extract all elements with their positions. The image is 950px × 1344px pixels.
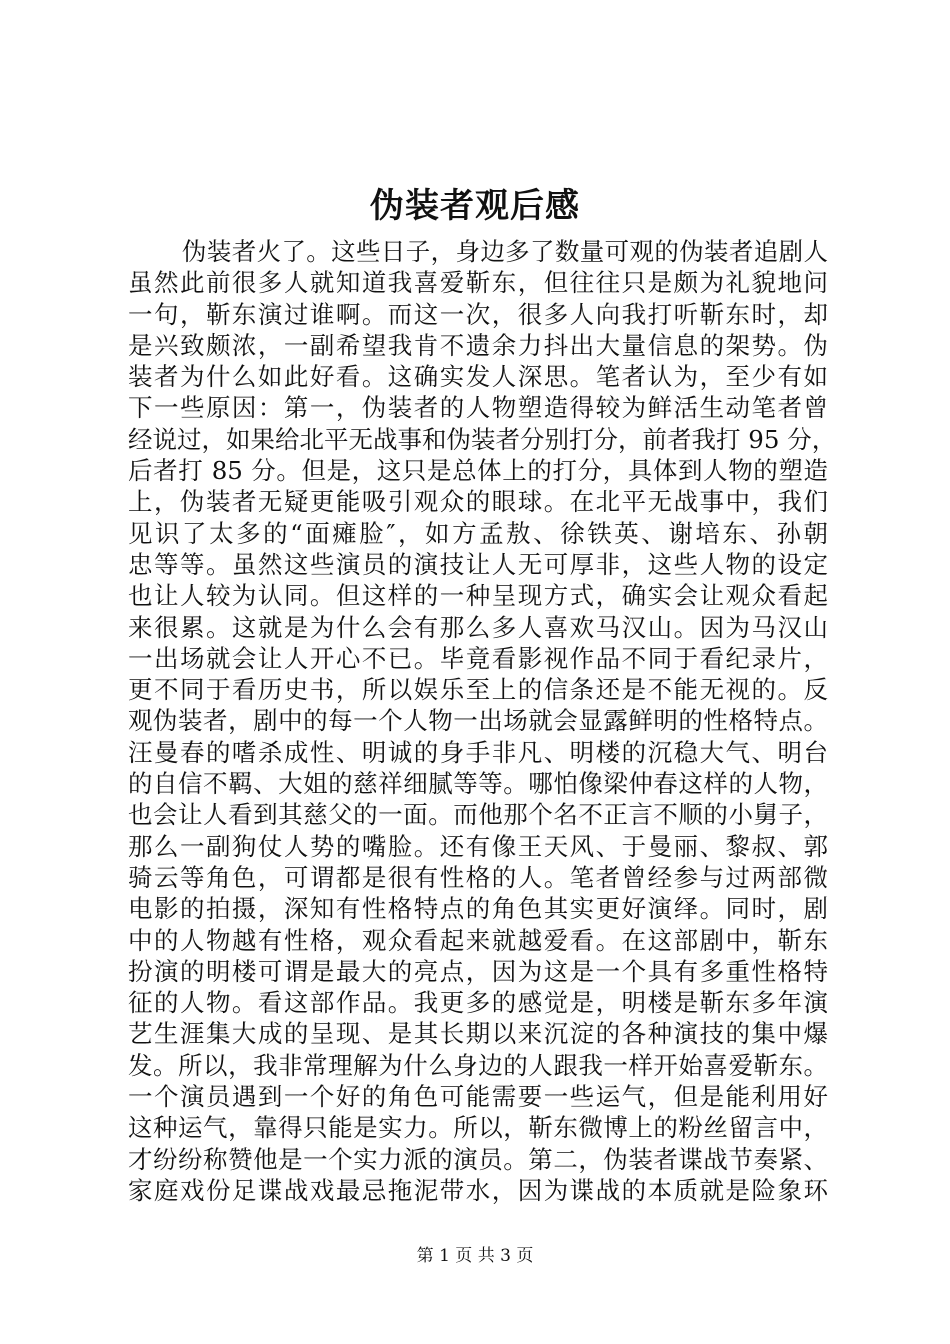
body-line: 中的人物越有性格，观众看起来就越爱看。在这部剧中，靳东 [128, 925, 828, 955]
document-title: 伪装者观后感 [370, 186, 580, 226]
document-body [128, 236, 837, 1206]
body-line: 虽然此前很多人就知道我喜爱靳东，但往往只是颇为礼貌地问 [128, 268, 828, 298]
body-line: 忠等等。虽然这些演员的演技让人无可厚非，这些人物的设定 [128, 549, 828, 579]
body-line: 更不同于看历史书，所以娱乐至上的信条还是不能无视的。反 [128, 675, 828, 705]
body-line: 下一些原因：第一，伪装者的人物塑造得较为鲜活生动笔者曾 [128, 393, 828, 423]
body-line: 观伪装者，剧中的每一个人物一出场就会显露鲜明的性格特点。 [128, 706, 828, 736]
body-line: 装者为什么如此好看。这确实发人深思。笔者认为，至少有如 [128, 362, 828, 392]
page-number: 第 1 页 共 3 页 [416, 1246, 534, 1266]
body-line: 家庭戏份足谍战戏最忌拖泥带水，因为谍战的本质就是险象环 [128, 1175, 828, 1205]
body-line: 这种运气，靠得只能是实力。所以，靳东微博上的粉丝留言中， [128, 1113, 828, 1143]
body-line: 来很累。这就是为什么会有那么多人喜欢马汉山。因为马汉山 [128, 612, 828, 642]
body-line: 是兴致颇浓，一副希望我肯不遗余力抖出大量信息的架势。伪 [128, 330, 828, 360]
body-line: 见识了太多的“面瘫脸″，如方孟敖、徐铁英、谢培东、孙朝 [128, 518, 828, 548]
body-line: 也会让人看到其慈父的一面。而他那个名不正言不顺的小舅子， [128, 800, 828, 830]
body-line: 的自信不羁、大姐的慈祥细腻等等。哪怕像梁仲春这样的人物， [128, 769, 828, 799]
body-line: 也让人较为认同。但这样的一种呈现方式，确实会让观众看起 [128, 581, 828, 611]
body-line: 那么一副狗仗人势的嘴脸。还有像王天风、于曼丽、黎叔、郭 [128, 831, 828, 861]
body-line: 发。所以，我非常理解为什么身边的人跟我一样开始喜爱靳东。 [128, 1050, 828, 1080]
body-line: 一出场就会让人开心不已。毕竟看影视作品不同于看纪录片， [128, 643, 828, 673]
body-line: 一句，靳东演过谁啊。而这一次，很多人向我打听靳东时，却 [128, 299, 828, 329]
body-line: 一个演员遇到一个好的角色可能需要一些运气，但是能利用好 [128, 1082, 828, 1112]
body-line: 扮演的明楼可谓是最大的亮点，因为这是一个具有多重性格特 [128, 956, 828, 986]
body-line: 上，伪装者无疑更能吸引观众的眼球。在北平无战事中，我们 [128, 487, 828, 517]
body-line: 征的人物。看这部作品。我更多的感觉是，明楼是靳东多年演 [128, 988, 828, 1018]
body-line: 电影的拍摄，深知有性格特点的角色其实更好演绎。同时，剧 [128, 894, 828, 924]
body-line: 经说过，如果给北平无战事和伪装者分别打分，前者我打 95 分， [128, 424, 837, 454]
body-line: 伪装者火了。这些日子，身边多了数量可观的伪装者追剧人 [182, 237, 828, 266]
body-line: 艺生涯集大成的呈现、是其长期以来沉淀的各种演技的集中爆 [128, 1019, 828, 1049]
body-line: 后者打 85 分。但是，这只是总体上的打分，具体到人物的塑造 [128, 456, 828, 486]
body-line: 汪曼春的嗜杀成性、明诚的身手非凡、明楼的沉稳大气、明台 [128, 737, 828, 767]
body-line: 才纷纷称赞他是一个实力派的演员。第二，伪装者谍战节奏紧、 [128, 1144, 828, 1174]
body-line: 骑云等角色，可谓都是很有性格的人。笔者曾经参与过两部微 [128, 862, 828, 892]
